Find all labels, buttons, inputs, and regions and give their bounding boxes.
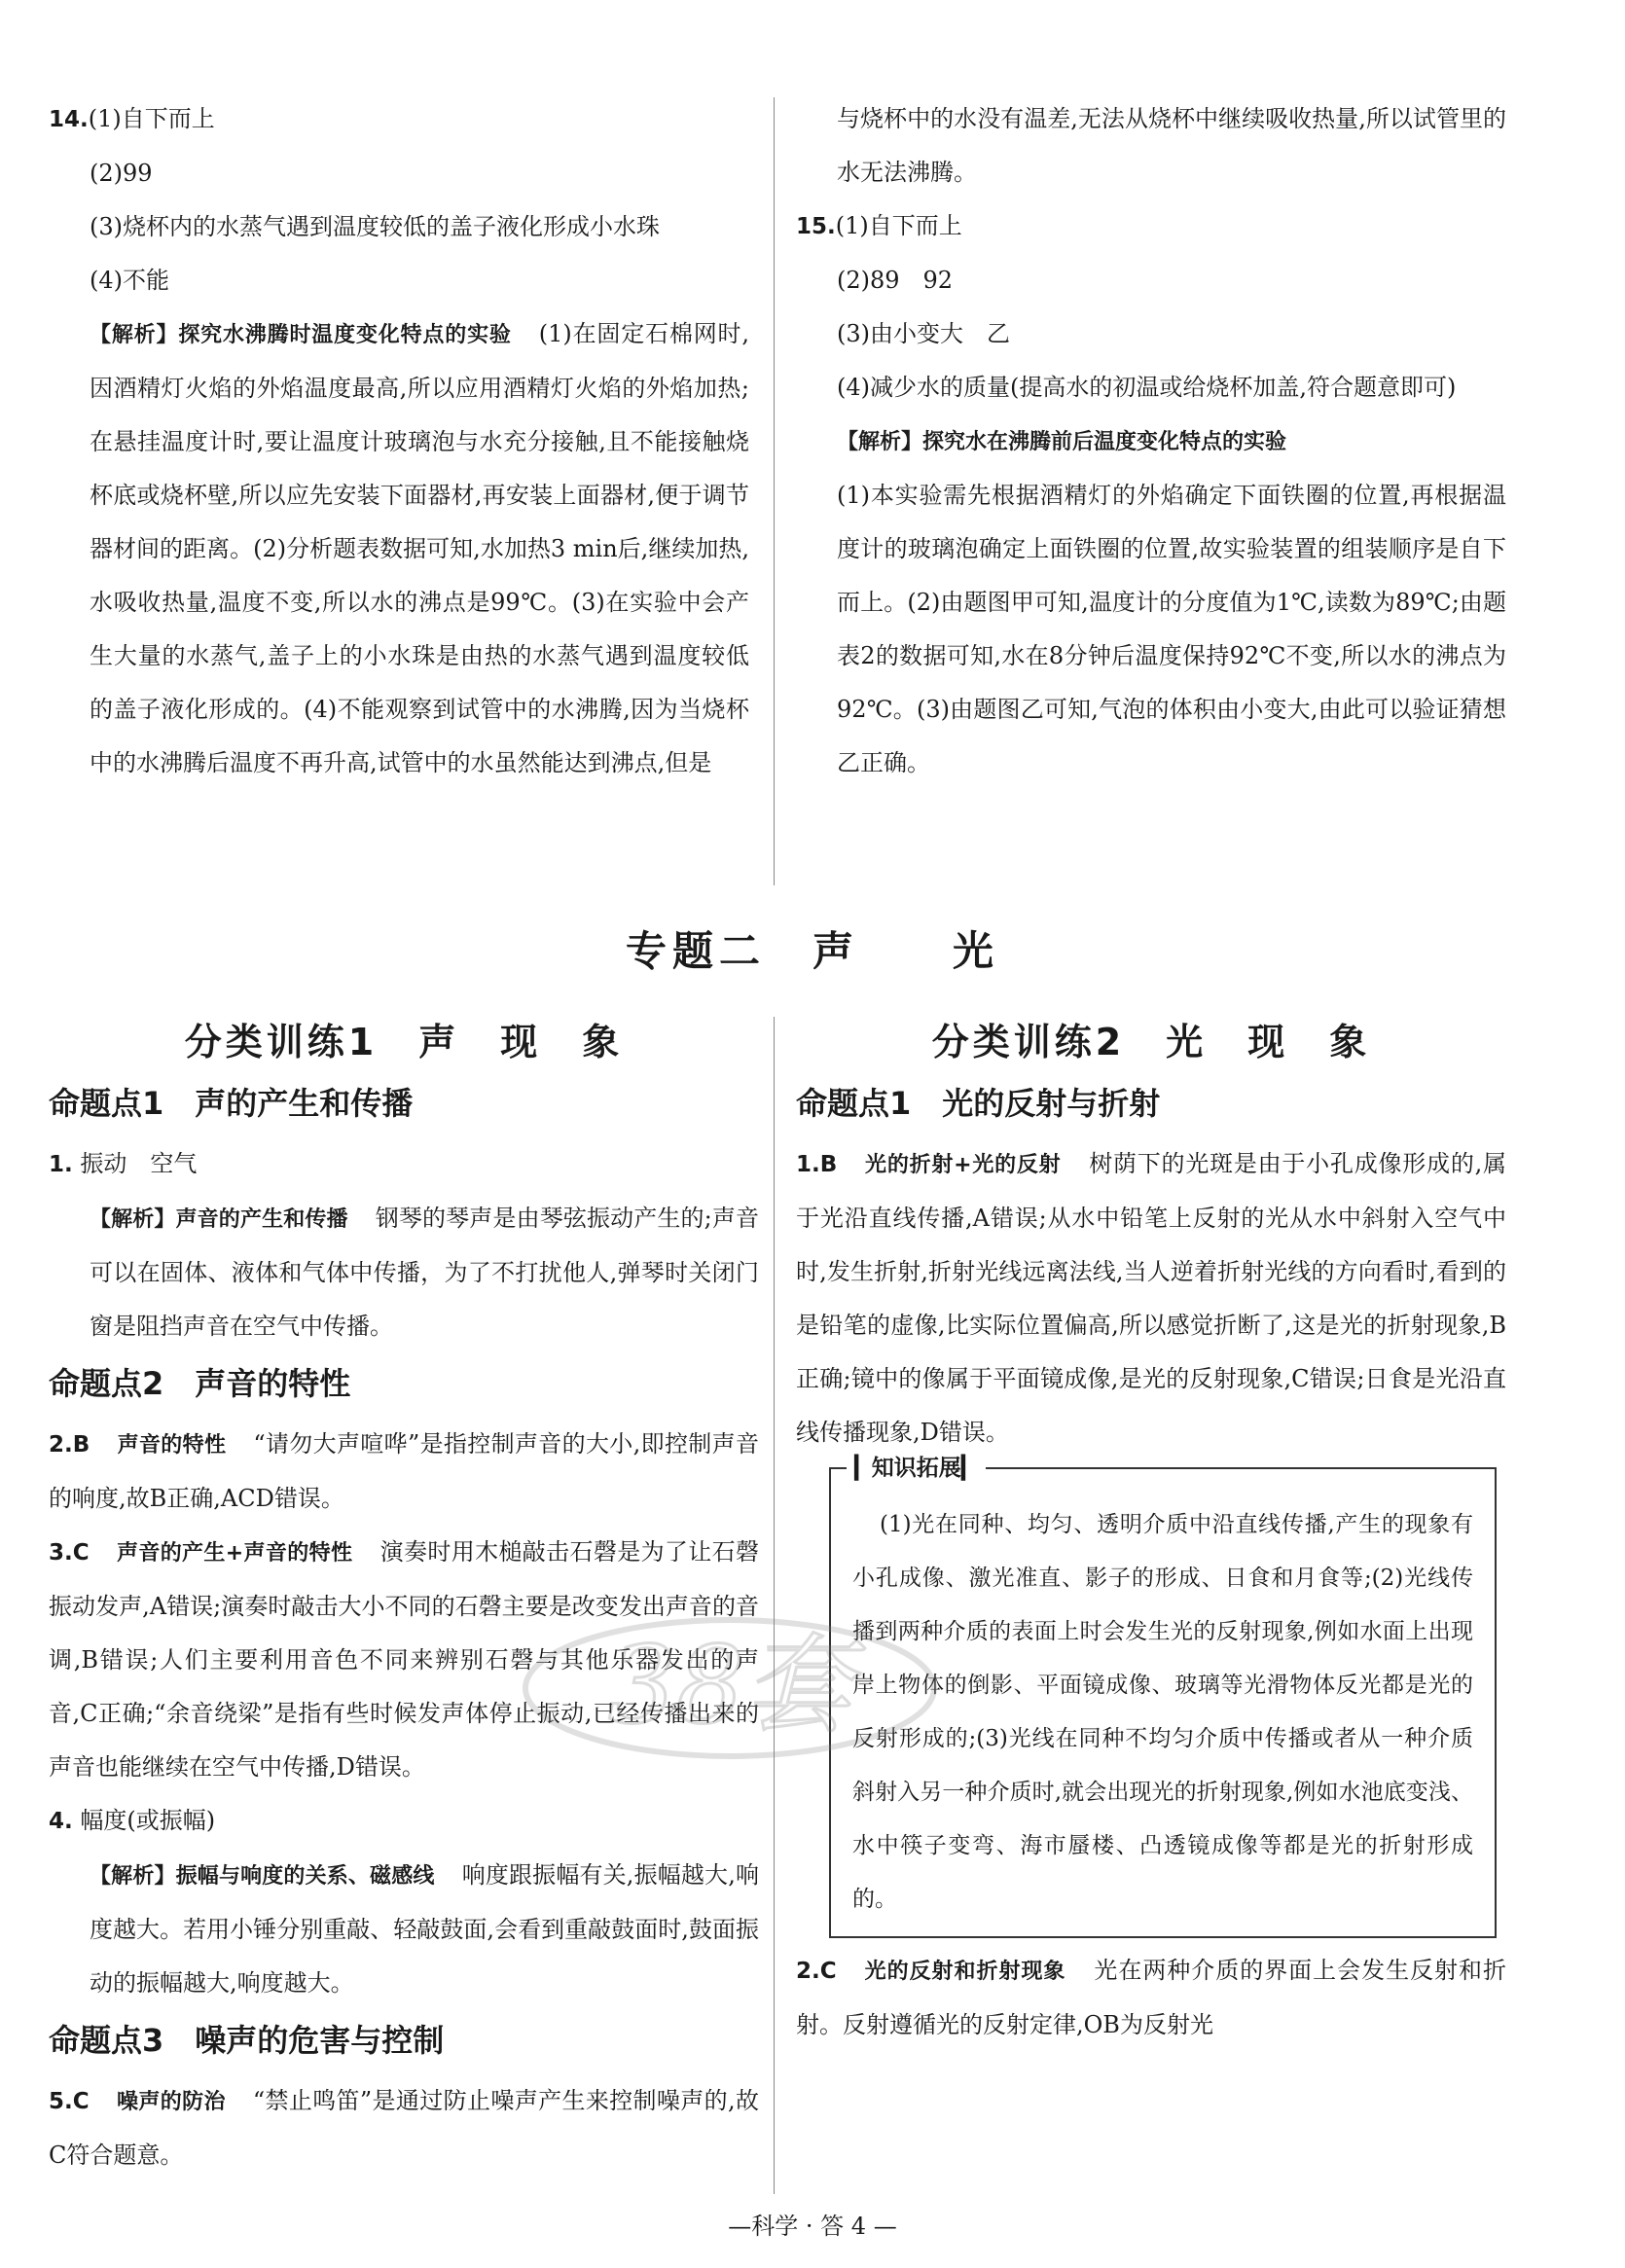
analysis-tag: 【解析】探究水在沸腾前后温度变化特点的实验 — [837, 430, 1287, 454]
q15-answer-1: 15.(1)自下而上 — [796, 212, 962, 239]
left-q2: 2.B 声音的特性 “请勿大声喧哗”是指控制声音的大小,即控制声音的响度,故B正确,ACD错误。 — [49, 1430, 759, 1512]
knowledge-extension-text: (1)光在同种、均匀、透明介质中沿直线传播,产生的现象有小孔成像、激光准直、影子的形成、日食和月食等;(2)光线传播到两种介质的表面上时会发生光的反射现象,例如水面上出现岸上物体的倒影、平面镜成像、玻璃等光滑物体反光都是光的反射形成的;(3)光线在同种不均匀介质中传播或者从一种介质斜射入另一种介质时,就会出现光的折射现象,例如水池底变浅、水中筷子变弯、海市蜃楼、凸透镜成像等都是光的折射形成的。 — [852, 1512, 1473, 1912]
q14-answer-4: (4)不能 — [90, 267, 169, 294]
watermark-text: 38套 — [608, 1623, 851, 1747]
q14-answer-2: (2)99 — [90, 160, 153, 187]
q15-answer-3: (3)由小变大 乙 — [837, 320, 1010, 347]
page-footer: —科学 · 答 4 — — [728, 2213, 897, 2240]
section-title: 专题二 声 光 — [625, 927, 999, 975]
q15-analysis: (1)本实验需先根据酒精灯的外焰确定下面铁圈的位置,再根据温度计的玻璃泡确定上面铁圈的位置,故实验装置的组装顺序是自下而上。(2)由题图甲可知,温度计的分度值为1℃,读数为89℃;由题表2的数据可知,水在8分钟后温度保持92℃不变,所以水的沸点为92℃。(3)由题图乙可知,气泡的体积由小变大,由此可以验证猜想乙正确。 — [837, 482, 1506, 776]
sub-title-light: 分类训练2 光 现 象 — [931, 1021, 1371, 1063]
q15-answer-2: (2)89 92 — [837, 267, 954, 294]
q15-analysis-tag-line — [796, 414, 1506, 469]
q14-analysis-continued: 与烧杯中的水没有温差,无法从烧杯中继续吸收热量,所以试管里的水无法沸腾。 — [837, 105, 1506, 186]
q15-answer-4: (4)减少水的质量(提高水的初温或给烧杯加盖,符合题意即可) — [837, 374, 1457, 401]
left-q5: 5.C 噪声的防治 “禁止鸣笛”是通过防止噪声产生来控制噪声的,故C符合题意。 — [49, 2087, 759, 2169]
sub-title-sound: 分类训练1 声 现 象 — [184, 1021, 624, 1063]
topic-heading: 命题点1 光的反射与折射 — [796, 1085, 1161, 1122]
left-q4-answer: 4. 幅度(或振幅) — [49, 1807, 216, 1834]
analysis-tag: 【解析】探究水沸腾时温度变化特点的实验 — [90, 323, 512, 347]
left-q4-analysis: 【解析】振幅与响度的关系、磁感线 响度跟振幅有关,振幅越大,响度越大。若用小锤分别重敲、轻敲鼓面,会看到重敲鼓面时,鼓面振动的振幅越大,响度越大。 — [90, 1861, 759, 1997]
watermark-logo — [506, 1596, 954, 1781]
right-q1: 1.B 光的折射+光的反射 树荫下的光斑是由于小孔成像形成的,属于光沿直线传播,A错误;从水中铅笔上反射的光从水中斜射入空气中时,发生折射,折射光线远离法线,当人逆着折射光线的方向看时,看到的是铅笔的虚像,比实际位置偏高,所以感觉折断了,这是光的折射现象,B正确;镜中的像属于平面镜成像,是光的反射现象,C错误;日食是光沿直线传播现象,D错误。 — [796, 1150, 1506, 1446]
left-q1-analysis: 【解析】声音的产生和传播 钢琴的琴声是由琴弦振动产生的;声音可以在固体、液体和气体中传播，为了不打扰他人,弹琴时关闭门窗是阻挡声音在空气中传播。 — [90, 1205, 759, 1340]
knowledge-extension-title: ▎知识拓展▎ — [847, 1450, 986, 1482]
topic-heading: 命题点1 声的产生和传播 — [49, 1085, 414, 1122]
q14-answer-3: (3)烧杯内的水蒸气遇到温度较低的盖子液化形成小水珠 — [90, 213, 660, 240]
top-left-column — [49, 92, 749, 790]
topic-heading: 命题点2 声音的特性 — [49, 1365, 351, 1402]
q14-answer-1: 14.(1)自下而上 — [49, 105, 215, 132]
top-right-column — [796, 92, 1506, 790]
column-divider-top — [774, 97, 775, 885]
left-q1-answer: 1. 振动 空气 — [49, 1150, 198, 1177]
bottom-right-column — [796, 1012, 1506, 2052]
q14-analysis: 【解析】探究水沸腾时温度变化特点的实验 (1)在固定石棉网时,因酒精灯火焰的外焰温度最高,所以应用酒精灯火焰的外焰加热;在悬挂温度计时,要让温度计玻璃泡与水充分接触,且不能接触烧杯底或烧杯壁,所以应先安装下面器材,再安装上面器材,便于调节器材间的距离。(2)分析题表数据可知,水加热3 min后,继续加热,水吸收热量,温度不变,所以水的沸点是99℃。(3)在实验中会产生大量的水蒸气,盖子上的小水珠是由热的水蒸气遇到温度较低的盖子液化形成的。(4)不能观察到试管中的水沸腾,因为当烧杯中的水沸腾后温度不再升高,试管中的水虽然能达到沸点,但是 — [90, 320, 749, 776]
right-q2: 2.C 光的反射和折射现象 光在两种介质的界面上会发生反射和折射。反射遵循光的反射定律,OB为反射光 — [796, 1957, 1506, 2038]
left-q3: 3.C 声音的产生+声音的特性 演奏时用木槌敲击石磬是为了让石磬振动发声,A错误;演奏时敲击大小不同的石磬主要是改变发出声音的音调,B错误;人们主要利用音色不同来辨别石磬与其他乐器发出的声音,C正确;“余音绕梁”是指有些时候发声体停止振动,已经传播出来的声音也能继续在空气中传播,D错误。 — [49, 1538, 759, 1781]
topic-heading: 命题点3 噪声的危害与控制 — [49, 2022, 445, 2059]
